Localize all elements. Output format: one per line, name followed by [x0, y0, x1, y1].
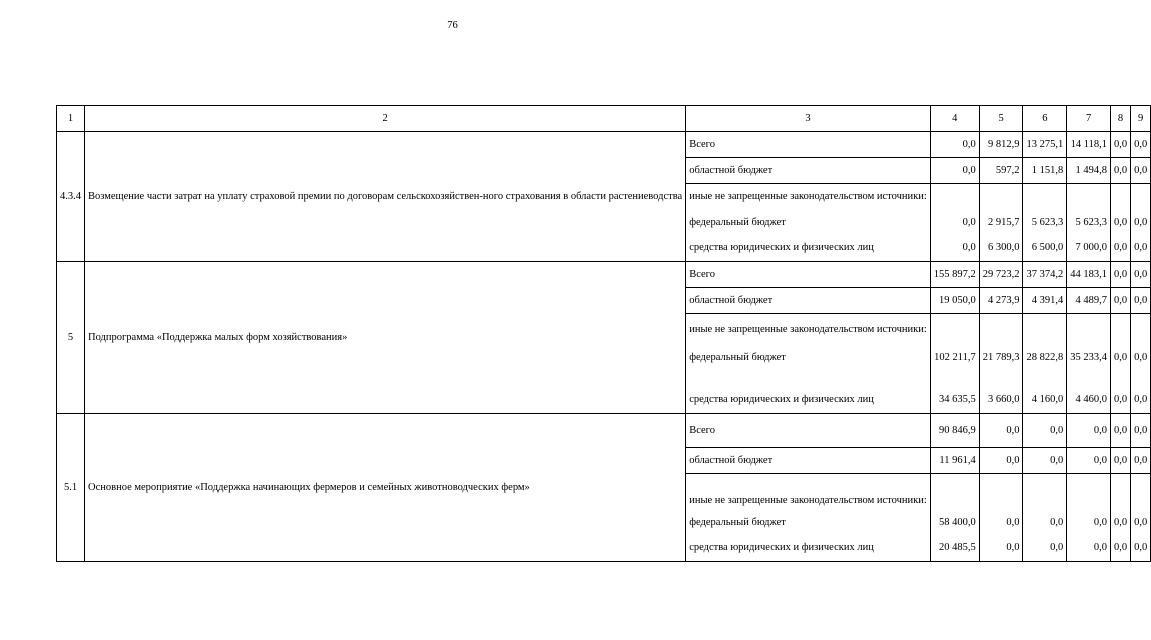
value-cell: 21 789,3 [979, 346, 1023, 388]
value-cell [1131, 314, 1151, 346]
value-cell [1131, 474, 1151, 510]
value-cell: 58 400,0 [930, 510, 979, 536]
row-label: Всего [686, 262, 931, 288]
row-label: иные не запрещенные законодательством источники: [686, 184, 931, 210]
value-cell: 0,0 [1023, 536, 1067, 562]
value-cell: 6 300,0 [979, 236, 1023, 262]
value-cell: 14 118,1 [1067, 132, 1111, 158]
value-cell: 0,0 [1067, 536, 1111, 562]
value-cell: 0,0 [1131, 346, 1151, 388]
row-label: федеральный бюджет [686, 210, 931, 236]
page-number: 76 [447, 20, 458, 31]
header-cell: 1 [57, 106, 85, 132]
row-label: Всего [686, 132, 931, 158]
table-row [57, 132, 1151, 158]
value-cell: 0,0 [1110, 132, 1130, 158]
value-cell: 0,0 [1067, 510, 1111, 536]
value-cell: 13 275,1 [1023, 132, 1067, 158]
value-cell [930, 314, 979, 346]
value-cell: 0,0 [1131, 236, 1151, 262]
table-row [57, 414, 1151, 448]
value-cell: 0,0 [1110, 510, 1130, 536]
value-cell: 4 160,0 [1023, 388, 1067, 414]
value-cell: 0,0 [1131, 262, 1151, 288]
row-name: Подпрограмма «Поддержка малых форм хозяйствования» [85, 262, 686, 414]
value-cell: 0,0 [930, 210, 979, 236]
value-cell: 0,0 [1110, 158, 1130, 184]
value-cell [979, 474, 1023, 510]
value-cell: 0,0 [1131, 536, 1151, 562]
value-cell [1110, 184, 1130, 210]
value-cell: 0,0 [1023, 510, 1067, 536]
row-code: 5 [57, 262, 85, 414]
header-cell: 3 [686, 106, 931, 132]
value-cell: 102 211,7 [930, 346, 979, 388]
value-cell: 2 915,7 [979, 210, 1023, 236]
value-cell: 28 822,8 [1023, 346, 1067, 388]
value-cell: 44 183,1 [1067, 262, 1111, 288]
row-label: средства юридических и физических лиц [686, 536, 931, 562]
value-cell: 0,0 [1110, 448, 1130, 474]
value-cell: 4 391,4 [1023, 288, 1067, 314]
value-cell [930, 474, 979, 510]
budget-table [56, 105, 1151, 562]
value-cell: 6 500,0 [1023, 236, 1067, 262]
row-label: иные не запрещенные законодательством источники: [686, 314, 931, 346]
value-cell: 0,0 [1110, 388, 1130, 414]
value-cell [1131, 184, 1151, 210]
value-cell: 0,0 [1131, 210, 1151, 236]
value-cell [1067, 184, 1111, 210]
value-cell [979, 184, 1023, 210]
value-cell: 597,2 [979, 158, 1023, 184]
row-label: федеральный бюджет [686, 346, 931, 388]
value-cell: 0,0 [1067, 414, 1111, 448]
value-cell: 34 635,5 [930, 388, 979, 414]
row-name: Возмещение части затрат на уплату страховой премии по договорам сельскохозяйствен-ного страхования в области растениеводства [85, 132, 686, 262]
header-cell: 4 [930, 106, 979, 132]
row-label: Всего [686, 414, 931, 448]
row-label: областной бюджет [686, 158, 931, 184]
row-name: Основное мероприятие «Поддержка начинающих фермеров и семейных животноводческих ферм» [85, 414, 686, 562]
value-cell [1110, 314, 1130, 346]
value-cell: 29 723,2 [979, 262, 1023, 288]
value-cell: 0,0 [1131, 448, 1151, 474]
value-cell: 4 460,0 [1067, 388, 1111, 414]
header-row [57, 106, 1151, 132]
value-cell: 0,0 [1110, 236, 1130, 262]
value-cell: 0,0 [1067, 448, 1111, 474]
value-cell: 11 961,4 [930, 448, 979, 474]
value-cell [1110, 474, 1130, 510]
value-cell: 0,0 [1023, 414, 1067, 448]
row-label: средства юридических и физических лиц [686, 236, 931, 262]
value-cell: 5 623,3 [1023, 210, 1067, 236]
value-cell [930, 184, 979, 210]
value-cell: 0,0 [1110, 288, 1130, 314]
table-row [57, 262, 1151, 288]
row-code: 4.3.4 [57, 132, 85, 262]
value-cell: 19 050,0 [930, 288, 979, 314]
value-cell [1023, 184, 1067, 210]
value-cell: 0,0 [1131, 414, 1151, 448]
value-cell: 37 374,2 [1023, 262, 1067, 288]
value-cell: 0,0 [1023, 448, 1067, 474]
value-cell: 0,0 [1110, 262, 1130, 288]
value-cell [979, 314, 1023, 346]
row-code: 5.1 [57, 414, 85, 562]
value-cell: 1 494,8 [1067, 158, 1111, 184]
value-cell [1067, 314, 1111, 346]
value-cell: 7 000,0 [1067, 236, 1111, 262]
value-cell: 0,0 [979, 448, 1023, 474]
header-cell: 5 [979, 106, 1023, 132]
row-label: областной бюджет [686, 288, 931, 314]
value-cell: 20 485,5 [930, 536, 979, 562]
value-cell: 5 623,3 [1067, 210, 1111, 236]
value-cell: 0,0 [1110, 536, 1130, 562]
row-label: иные не запрещенные законодательством источники: [686, 474, 931, 510]
value-cell: 0,0 [979, 536, 1023, 562]
value-cell: 0,0 [979, 510, 1023, 536]
header-cell: 8 [1110, 106, 1130, 132]
value-cell: 9 812,9 [979, 132, 1023, 158]
value-cell: 0,0 [1131, 288, 1151, 314]
value-cell: 0,0 [1110, 414, 1130, 448]
value-cell: 0,0 [930, 236, 979, 262]
value-cell [1067, 474, 1111, 510]
value-cell: 90 846,9 [930, 414, 979, 448]
value-cell [1023, 314, 1067, 346]
value-cell: 1 151,8 [1023, 158, 1067, 184]
value-cell: 0,0 [930, 158, 979, 184]
header-cell: 6 [1023, 106, 1067, 132]
value-cell: 0,0 [1131, 510, 1151, 536]
value-cell: 0,0 [930, 132, 979, 158]
value-cell: 4 273,9 [979, 288, 1023, 314]
value-cell [1023, 474, 1067, 510]
row-label: федеральный бюджет [686, 510, 931, 536]
row-label: средства юридических и физических лиц [686, 388, 931, 414]
value-cell: 0,0 [1131, 132, 1151, 158]
header-cell: 2 [85, 106, 686, 132]
value-cell: 35 233,4 [1067, 346, 1111, 388]
value-cell: 0,0 [1131, 158, 1151, 184]
value-cell: 155 897,2 [930, 262, 979, 288]
value-cell: 3 660,0 [979, 388, 1023, 414]
value-cell: 0,0 [1110, 210, 1130, 236]
header-cell: 7 [1067, 106, 1111, 132]
value-cell: 4 489,7 [1067, 288, 1111, 314]
value-cell: 0,0 [979, 414, 1023, 448]
header-cell: 9 [1131, 106, 1151, 132]
value-cell: 0,0 [1131, 388, 1151, 414]
row-label: областной бюджет [686, 448, 931, 474]
value-cell: 0,0 [1110, 346, 1130, 388]
